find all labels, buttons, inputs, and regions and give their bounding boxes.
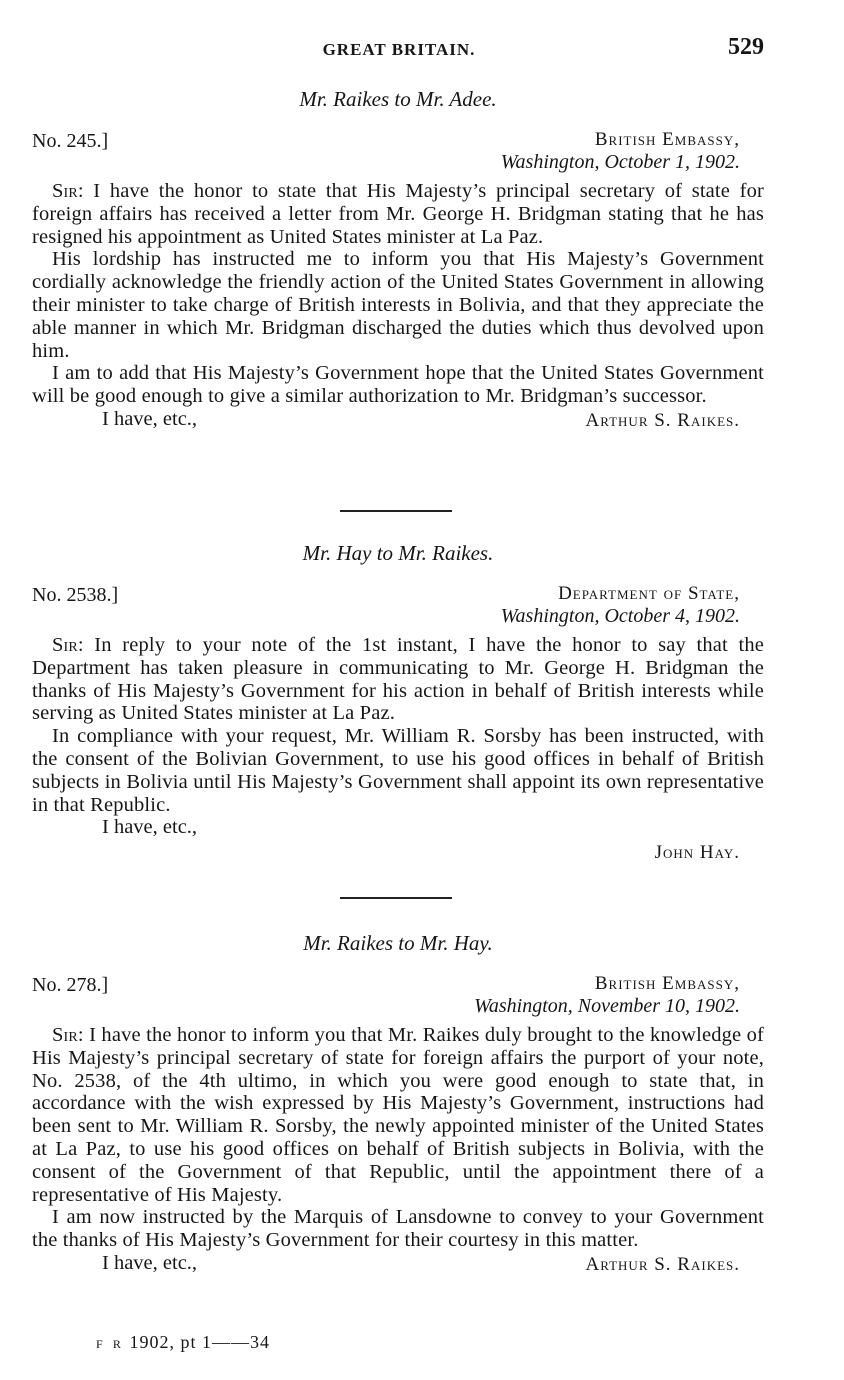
dispatch-number: No. 245.]: [32, 130, 109, 152]
letter-body: [32, 1024, 764, 1252]
letter-body: [32, 634, 764, 816]
letter-body: [32, 180, 764, 408]
paragraph: I am to add that His Majesty’s Government hope that the United States Government will be good enough to give a similar authorization to Mr. Bridgman’s successor.: [32, 362, 764, 408]
dispatch-place-date: Washington, November 10, 1902.: [474, 995, 740, 1017]
dispatch-origin: Department of State,: [558, 583, 740, 604]
printer-signature-mark: [96, 1332, 270, 1353]
dispatch-place-date: Washington, October 1, 1902.: [500, 151, 740, 173]
dispatch-number: No. 278.]: [32, 974, 109, 996]
section-divider: [340, 510, 452, 512]
salutation: Sir:: [52, 180, 84, 202]
letter-raikes-to-adee: [32, 84, 764, 434]
paragraph: In compliance with your request, Mr. William R. Sorsby has been instructed, with the consent of the Bolivian Government, to use his good offices in behalf of British subjects in Bolivia until His Majesty’s Government shall appoint its own representative in that Republic.: [32, 725, 764, 816]
dispatch-origin: British Embassy,: [594, 129, 740, 150]
running-head: [30, 34, 768, 64]
paragraph-text: In reply to your note of the 1st instant, I have the honor to say that the Department has taken pleasure in communicating to Mr. George H. Bridgman the thanks of His Majesty’s Government for his action in behalf of British interests while serving as United States minister at La Paz.: [32, 634, 764, 725]
letter-meta: [32, 970, 764, 1024]
salutation: Sir:: [52, 1024, 84, 1046]
signature: John Hay.: [654, 842, 740, 864]
letter-heading: Mr. Raikes to Mr. Adee.: [299, 87, 497, 111]
footer-text: 1902, pt 1——34: [129, 1332, 270, 1352]
dispatch-number: No. 2538.]: [32, 584, 119, 606]
paragraph: [32, 1024, 764, 1206]
sign-off: [32, 816, 764, 868]
paragraph: I am now instructed by the Marquis of Lansdowne to convey to your Government the thanks of His Majesty’s Government for their courtesy in this matter.: [32, 1206, 764, 1252]
signature-letters: f r: [96, 1333, 124, 1352]
page-number: 529: [728, 34, 764, 60]
dispatch-origin: British Embassy,: [594, 973, 740, 994]
letter-meta: [32, 580, 764, 634]
paragraph: [32, 634, 764, 725]
closing: I have, etc.,: [102, 407, 198, 430]
letter-raikes-to-hay: [32, 928, 764, 1278]
letter-meta: [32, 126, 764, 180]
paragraph-text: I have the honor to inform you that Mr. Raikes duly brought to the knowledge of His Majesty’s principal secretary of state for foreign affairs the purport of your note, No. 2538, of the 4th ultimo, in which you were good enough to state that, in accordance with the wish expressed by His Majesty’s Government, instructions had been sent to Mr. William R. Sorsby, the newly appointed minister of the United States at La Paz, to use his good offices on behalf of British subjects in Bolivia, with the consent of the Government of that Republic, until the appointment there of a representative of His Majesty.: [32, 1024, 764, 1206]
signature: Arthur S. Raikes.: [585, 409, 740, 431]
paragraph: [32, 180, 764, 248]
dispatch-place-date: Washington, October 4, 1902.: [500, 605, 740, 627]
salutation: Sir:: [52, 634, 84, 656]
sign-off: [32, 408, 764, 434]
signature: Arthur S. Raikes.: [585, 1253, 740, 1275]
paragraph: His lordship has instructed me to inform you that His Majesty’s Government cordially acknowledge the friendly action of the United States Government in allowing their minister to take charge of British interests in Bolivia, and that they appreciate the able manner in which Mr. Bridgman discharged the duties which thus devolved upon him.: [32, 248, 764, 362]
letter-heading: Mr. Hay to Mr. Raikes.: [302, 541, 494, 565]
closing: I have, etc.,: [102, 1251, 198, 1274]
section-divider: [340, 897, 452, 899]
letter-heading: Mr. Raikes to Mr. Hay.: [303, 931, 493, 955]
sign-off: [32, 1252, 764, 1278]
running-title: GREAT BRITAIN.: [322, 40, 476, 59]
closing: I have, etc.,: [102, 816, 198, 839]
paragraph-text: I have the honor to state that His Majesty’s principal secretary of state for foreign affairs has received a letter from Mr. George H. Bridgman stating that he has resigned his appointment as United States minister at La Paz.: [32, 180, 764, 248]
letter-hay-to-raikes: [32, 538, 764, 868]
